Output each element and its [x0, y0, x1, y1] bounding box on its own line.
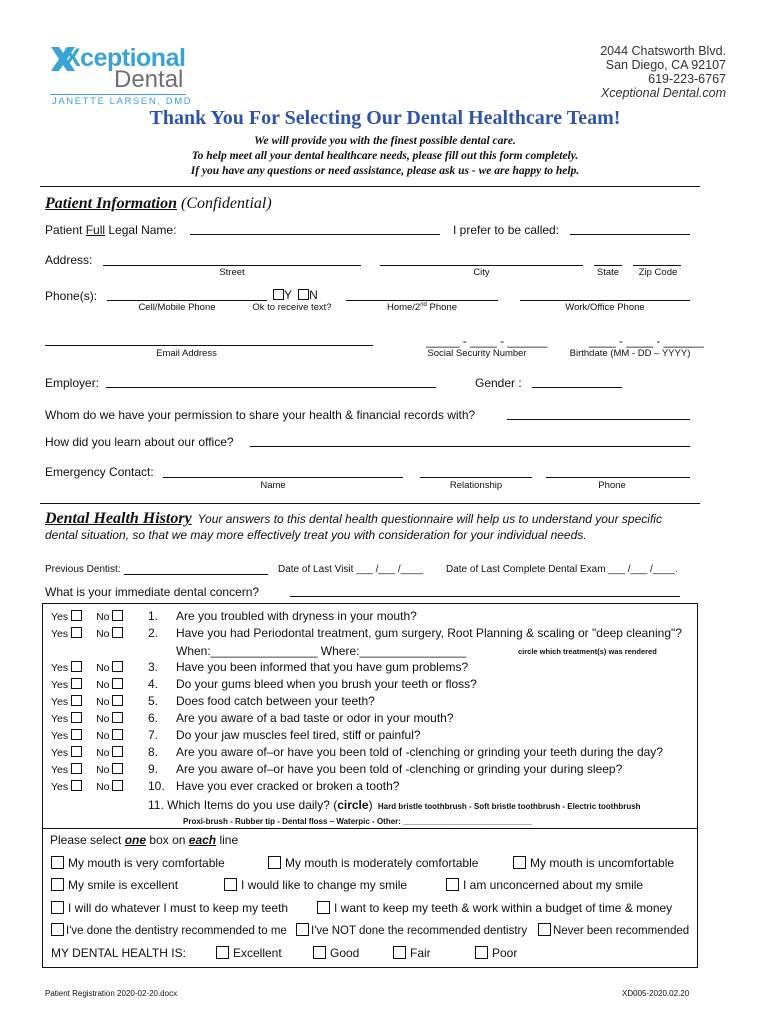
no-label: No: [96, 764, 110, 776]
checkbox[interactable]: [51, 901, 64, 914]
email-field[interactable]: [45, 345, 373, 346]
text-caption: Ok to receive text?: [252, 302, 332, 313]
no-checkbox[interactable]: [112, 695, 123, 706]
yes-checkbox[interactable]: [71, 627, 82, 638]
yes-no-q4: [51, 678, 123, 691]
emergency-phone-caption: Phone: [598, 480, 626, 491]
address-label: Address:: [45, 253, 93, 267]
option-mouth-moderately-comfortable[interactable]: My mouth is moderately comfortable: [268, 856, 478, 870]
option-keep-teeth[interactable]: I will do whatever I must to keep my teeth: [51, 901, 288, 915]
yes-label: Yes: [51, 730, 69, 742]
no-checkbox[interactable]: [112, 678, 123, 689]
checkbox[interactable]: [224, 878, 237, 891]
home-phone-field[interactable]: [346, 300, 498, 301]
city-caption: City: [473, 267, 490, 278]
select-prompt: Please select one box on each line: [50, 833, 239, 847]
yes-no-q5: [51, 695, 123, 708]
no-checkbox[interactable]: [112, 627, 123, 638]
zip-field[interactable]: [633, 265, 681, 266]
yes-label: Yes: [51, 662, 69, 674]
emergency-phone-field[interactable]: [546, 477, 690, 478]
no-label: No: [96, 696, 110, 708]
footer-right: XD005-2020.02.20: [622, 989, 690, 998]
history-section-heading: Dental Health History: [45, 510, 192, 527]
emergency-relationship-field[interactable]: [420, 477, 532, 478]
health-fair[interactable]: Fair: [393, 946, 431, 960]
question-text: Are you aware of–or have you been told of -clenching or grinding your teeth during the day?: [176, 745, 663, 759]
preferred-name-label: I prefer to be called:: [453, 223, 560, 237]
no-checkbox[interactable]: [112, 661, 123, 672]
emergency-name-caption: Name: [260, 480, 286, 491]
zip-caption: Zip Code: [638, 267, 678, 278]
yes-no-q2: [51, 627, 123, 640]
option-not-done-dentistry[interactable]: I've NOT done the recommended dentistry: [296, 923, 527, 937]
gender-field[interactable]: [532, 387, 622, 388]
office-info: [600, 44, 726, 100]
phones-label: Phone(s):: [45, 289, 98, 303]
intro-line2: To help meet all your dental healthcare needs, please fill out this form completely.: [191, 150, 579, 162]
option-unconcerned-smile[interactable]: I am unconcerned about my smile: [446, 878, 643, 892]
email-caption: Email Address: [156, 348, 217, 359]
yes-checkbox[interactable]: [71, 678, 82, 689]
health-excellent[interactable]: Excellent: [216, 946, 282, 960]
yes-label: Yes: [51, 679, 69, 691]
yes-checkbox[interactable]: [71, 712, 82, 723]
patient-section-heading: Patient Information: [45, 195, 178, 212]
checkbox[interactable]: [446, 878, 459, 891]
learn-field[interactable]: [250, 446, 690, 447]
checkbox[interactable]: [296, 923, 309, 936]
yes-checkbox[interactable]: [71, 780, 82, 791]
no-checkbox[interactable]: [112, 780, 123, 791]
option-never-recommended[interactable]: Never been recommended: [538, 923, 689, 937]
permission-question: Whom do we have your permission to share your health & financial records with?: [45, 408, 476, 422]
preferred-name-field[interactable]: [570, 234, 690, 235]
checkbox[interactable]: [216, 946, 229, 959]
last-visit-field[interactable]: Date of Last Visit ___ /___ /____: [278, 564, 423, 575]
learn-question: How did you learn about our office?: [45, 435, 234, 449]
no-label: No: [96, 730, 110, 742]
checkbox[interactable]: [51, 923, 64, 936]
checkbox[interactable]: [317, 901, 330, 914]
intro-line3: If you have any questions or need assistance, please ask us - we are happy to help.: [190, 165, 580, 177]
history-intro-line1: Your answers to this dental health questionnaire will help us to understand your specific: [197, 512, 662, 526]
yes-no-q6: [51, 712, 123, 725]
question-number: 6.: [148, 711, 159, 725]
yes-no-q7: [51, 729, 123, 742]
emergency-label: Emergency Contact:: [45, 465, 154, 479]
checkbox[interactable]: [313, 946, 326, 959]
checkbox[interactable]: [268, 856, 281, 869]
q11-items-line2[interactable]: Proxi-brush - Rubber tip - Dental floss – Waterpic - Other: _____________________________: [183, 817, 533, 826]
text-yes-checkbox[interactable]: [273, 289, 284, 300]
yes-label: Yes: [51, 764, 69, 776]
dental-health-label: MY DENTAL HEALTH IS:: [51, 946, 186, 960]
option-mouth-uncomfortable[interactable]: My mouth is uncomfortable: [513, 856, 674, 870]
intro-text: [0, 134, 770, 179]
page-title: Thank You For Selecting Our Dental Healthcare Team!: [149, 107, 621, 129]
no-label: No: [96, 628, 110, 640]
cell-caption: Cell/Mobile Phone: [138, 302, 216, 313]
yes-label: Yes: [51, 713, 69, 725]
checkbox[interactable]: [51, 856, 64, 869]
yes-checkbox[interactable]: [71, 610, 82, 621]
no-label: No: [96, 679, 110, 691]
checkbox[interactable]: [513, 856, 526, 869]
yes-no-q8: [51, 746, 123, 759]
no-label: No: [96, 781, 110, 793]
state-caption: State: [596, 267, 620, 278]
no-checkbox[interactable]: [112, 712, 123, 723]
yes-label: Yes: [51, 628, 69, 640]
home-caption: Home/2nd Phone: [386, 302, 458, 314]
last-exam-field[interactable]: Date of Last Complete Dental Exam ___ /___ /____.: [446, 564, 678, 575]
text-ok-choice: Y N: [273, 288, 318, 302]
logo-doctor: JANETTE LARSEN, DMD: [52, 96, 193, 107]
health-poor[interactable]: Poor: [475, 946, 517, 960]
office-web: Xceptional Dental.com: [600, 86, 726, 100]
option-smile-excellent[interactable]: My smile is excellent: [51, 878, 178, 892]
street-field[interactable]: [103, 265, 361, 266]
question-number: 2.: [148, 626, 159, 640]
question-number: 10.: [148, 779, 165, 793]
no-label: No: [96, 713, 110, 725]
question-text: Do your gums bleed when you brush your teeth or floss?: [176, 677, 477, 691]
ssn-caption: Social Security Number: [427, 348, 527, 359]
question-number: 3.: [148, 660, 159, 674]
option-budget[interactable]: I want to keep my teeth & work within a budget of time & money: [317, 901, 672, 915]
yes-checkbox[interactable]: [71, 661, 82, 672]
question-number: 9.: [148, 762, 159, 776]
q2-circle-note: circle which treatment(s) was rendered: [518, 647, 657, 656]
yes-checkbox[interactable]: [71, 746, 82, 757]
option-done-dentistry[interactable]: I've done the dentistry recommended to me: [51, 923, 287, 937]
q2-when-where[interactable]: When:________________ Where:________________: [176, 644, 467, 658]
legal-name-field[interactable]: [190, 234, 440, 235]
no-label: No: [96, 611, 110, 623]
state-field[interactable]: [594, 265, 622, 266]
question-text: Are you aware of–or have you been told of -clenching or grinding your during sleep?: [176, 762, 623, 776]
footer-left: Patient Registration 2020-02-20.docx: [45, 989, 178, 998]
gender-label: Gender :: [475, 376, 522, 390]
employer-field[interactable]: [106, 387, 436, 388]
yes-label: Yes: [51, 696, 69, 708]
history-intro: [45, 511, 705, 543]
no-checkbox[interactable]: [112, 763, 123, 774]
dob-caption: Birthdate (MM - DD – YYYY): [569, 348, 691, 359]
logo-brand-line2: Dental: [114, 66, 184, 93]
text-no-checkbox[interactable]: [298, 289, 309, 300]
no-checkbox[interactable]: [112, 610, 123, 621]
logo-brand-line1: Xceptional: [64, 44, 186, 72]
question-number: 4.: [148, 677, 159, 691]
question-text: Have you been informed that you have gum problems?: [176, 660, 469, 674]
question-text: Have you ever cracked or broken a tooth?: [176, 779, 400, 793]
checkbox[interactable]: [538, 923, 551, 936]
office-phone: 619-223-6767: [648, 72, 726, 86]
concern-question: What is your immediate dental concern?: [45, 585, 260, 599]
previous-dentist-field[interactable]: [124, 574, 268, 575]
q11-question: 11. Which Items do you use daily? (circle) Hard bristle toothbrush - Soft bristle toothbrush - Electric toothbrush: [148, 798, 641, 812]
dob-field[interactable]: ____ - ____ - ______: [589, 334, 704, 348]
office-address2: San Diego, CA 92107: [605, 58, 726, 72]
yes-no-q1: [51, 610, 123, 623]
yes-no-q9: [51, 763, 123, 776]
question-text: Are you troubled with dryness in your mouth?: [176, 609, 417, 623]
emergency-rel-caption: Relationship: [449, 480, 503, 491]
health-good[interactable]: Good: [313, 946, 359, 960]
yes-checkbox[interactable]: [71, 763, 82, 774]
question-text: Do your jaw muscles feel tired, stiff or painful?: [176, 728, 421, 742]
option-mouth-very-comfortable[interactable]: My mouth is very comfortable: [51, 856, 225, 870]
employer-label: Employer:: [45, 376, 100, 390]
logo: [50, 44, 220, 106]
yes-no-q10: [51, 780, 123, 793]
yes-checkbox[interactable]: [71, 695, 82, 706]
street-caption: Street: [219, 267, 245, 278]
no-checkbox[interactable]: [112, 729, 123, 740]
legal-name-label: Patient Full Legal Name:: [45, 223, 177, 237]
option-change-smile[interactable]: I would like to change my smile: [224, 878, 407, 892]
emergency-name-field[interactable]: [163, 477, 403, 478]
patient-section-sub: (Confidential): [181, 195, 272, 212]
question-number: 1.: [148, 609, 159, 623]
checkbox[interactable]: [475, 946, 488, 959]
city-field[interactable]: [380, 265, 583, 266]
yes-checkbox[interactable]: [71, 729, 82, 740]
question-text: Does food catch between your teeth?: [176, 694, 375, 708]
question-text: Have you had Periodontal treatment, gum surgery, Root Planning & scaling or "deep cleaning"?: [176, 626, 682, 640]
work-phone-field[interactable]: [520, 300, 690, 301]
q11-items[interactable]: Hard bristle toothbrush - Soft bristle toothbrush - Electric toothbrush: [377, 802, 641, 811]
question-number: 5.: [148, 694, 159, 708]
yes-no-q3: [51, 661, 123, 674]
history-intro-line2: dental situation, so that we may more effectively treat you with consideration for your individual needs.: [45, 528, 587, 542]
concern-field[interactable]: [290, 596, 680, 597]
question-number: 8.: [148, 745, 159, 759]
patient-section-title: [45, 195, 272, 213]
no-checkbox[interactable]: [112, 746, 123, 757]
yes-label: Yes: [51, 781, 69, 793]
cell-phone-field[interactable]: [107, 300, 267, 301]
yes-label: Yes: [51, 747, 69, 759]
ssn-field[interactable]: _____ - ____ - ______: [426, 334, 548, 348]
question-number: 7.: [148, 728, 159, 742]
previous-dentist-label: Previous Dentist:: [45, 564, 121, 575]
checkbox[interactable]: [393, 946, 406, 959]
question-text: Are you aware of a bad taste or odor in your mouth?: [176, 711, 454, 725]
permission-field[interactable]: [507, 419, 690, 420]
intro-line1: We will provide you with the finest possible dental care.: [254, 135, 516, 147]
yes-label: Yes: [51, 611, 69, 623]
no-label: No: [96, 662, 110, 674]
work-caption: Work/Office Phone: [565, 302, 645, 313]
no-label: No: [96, 747, 110, 759]
checkbox[interactable]: [51, 878, 64, 891]
office-address1: 2044 Chatsworth Blvd.: [600, 44, 726, 58]
